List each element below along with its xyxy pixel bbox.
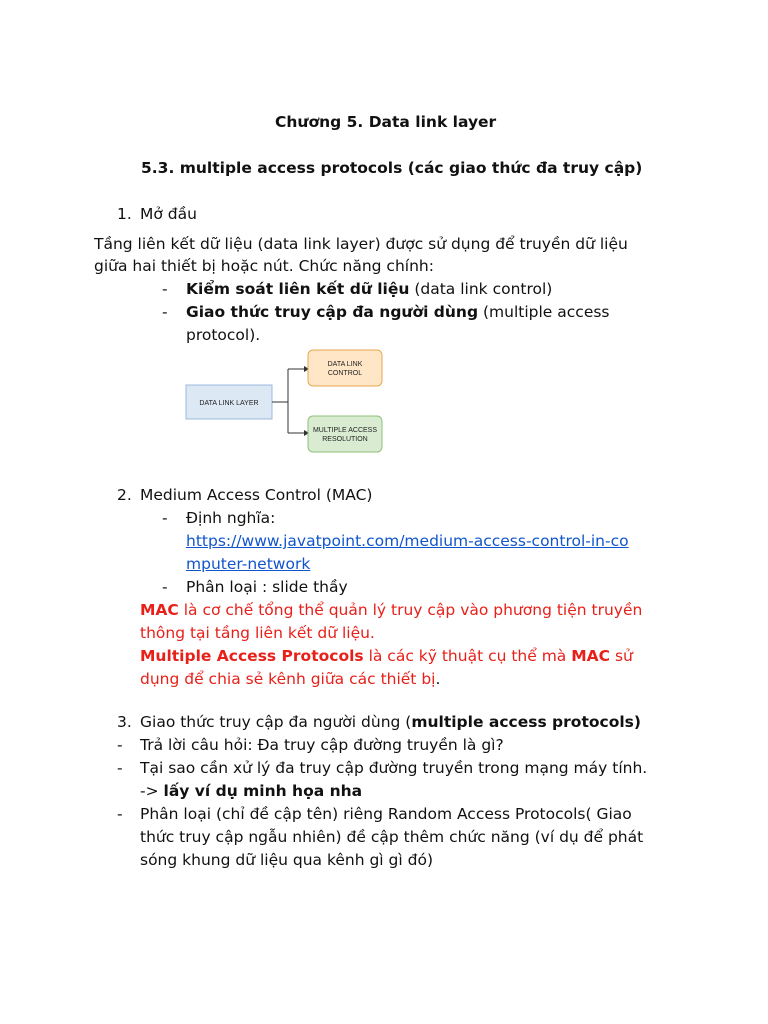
map-description-end: sử: [610, 647, 633, 665]
section-3-title-vi: Giao thức truy cập đa người dùng (: [140, 713, 412, 731]
list-number: 1.: [117, 205, 132, 223]
question-continuation: sóng khung dữ liệu qua kênh gì gì đó): [140, 851, 433, 869]
map-note-line-2: [140, 668, 440, 690]
section-1-heading: [117, 203, 197, 225]
list-number: 3.: [117, 713, 132, 731]
bullet-dash: -: [162, 280, 168, 298]
mac-note-line-1: [140, 599, 642, 621]
intro-paragraph-line-2: giữa hai thiết bị hoặc nút. Chức năng chính:: [94, 257, 434, 275]
diagram-top-label-2: CONTROL: [327, 370, 363, 377]
definition-label: Định nghĩa:: [186, 509, 276, 527]
diagram-bottom-label-1: MULTIPLE ACCESS: [312, 427, 378, 434]
mac-description: là cơ chế tổng thể quản lý truy cập vào phương tiện truyền: [178, 601, 643, 619]
bold-term: Kiểm soát liên kết dữ liệu: [186, 280, 410, 298]
map-term: Multiple Access Protocols: [140, 647, 364, 665]
classification-text: Phân loại : slide thầy: [186, 578, 348, 596]
diagram-top-box: [308, 350, 382, 386]
bullet-dash: -: [162, 578, 168, 596]
example-note-bold: lấy ví dụ minh họa nha: [163, 782, 363, 800]
bullet-dash: -: [162, 509, 168, 527]
question-item: [117, 803, 632, 825]
intro-paragraph-line-1: Tầng liên kết dữ liệu (data link layer) được sử dụng để truyền dữ liệu: [94, 235, 628, 253]
section-title: 5.3. multiple access protocols (các giao thức đa truy cập): [141, 159, 643, 177]
bullet-item: [162, 507, 276, 529]
question-text: Trả lời câu hỏi: Đa truy cập đường truyền là gì?: [140, 736, 504, 754]
diagram-top-label-1: DATA LINK: [327, 361, 363, 368]
bullet-dash: -: [117, 736, 123, 754]
bold-term: Giao thức truy cập đa người dùng: [186, 303, 479, 321]
chapter-title: Chương 5. Data link layer: [275, 113, 497, 131]
bullet-text: [186, 301, 610, 323]
diagram-bottom-label-2: RESOLUTION: [322, 436, 368, 443]
list-number: 2.: [117, 486, 132, 504]
section-3-heading: [117, 711, 641, 733]
question-item: [117, 757, 648, 779]
bullet-dash: -: [117, 805, 123, 823]
bullet-item: [162, 278, 553, 300]
bullet-continuation: protocol).: [186, 326, 261, 344]
javatpoint-link[interactable]: https://www.javatpoint.com/medium-access-control-in-co: [186, 532, 629, 550]
mac-term: MAC: [140, 601, 179, 619]
term-english: (data link control): [409, 280, 553, 298]
section-3-title: [140, 711, 641, 733]
example-note: [140, 780, 362, 802]
data-link-layer-diagram: [184, 345, 388, 457]
term-english: (multiple access: [478, 303, 610, 321]
question-item: [117, 734, 504, 756]
diagram-bottom-box: [308, 416, 382, 452]
question-text: Tại sao cần xử lý đa truy cập đường truyền trong mạng máy tính.: [140, 759, 648, 777]
question-text: Phân loại (chỉ đề cập tên) riêng Random Access Protocols( Giao: [140, 805, 632, 823]
bullet-text: [186, 278, 552, 300]
period: .: [435, 670, 441, 688]
section-2-title: Medium Access Control (MAC): [140, 486, 373, 504]
map-description-cont: dụng để chia sẻ kênh giữa các thiết bị: [140, 670, 436, 688]
section-3-title-en: multiple access protocols): [411, 713, 641, 731]
bullet-item: [162, 576, 348, 598]
diagram-root-label: DATA LINK LAYER: [199, 400, 259, 407]
arrow-prefix: ->: [140, 782, 164, 800]
question-continuation: thức truy cập ngẫu nhiên) đề cập thêm chức năng (ví dụ để phát: [140, 828, 644, 846]
map-description: là các kỹ thuật cụ thể mà: [363, 647, 572, 665]
bullet-item: [162, 301, 610, 323]
bullet-dash: -: [162, 303, 168, 321]
section-1-title: Mở đầu: [140, 205, 197, 223]
mac-term: MAC: [571, 647, 611, 665]
section-2-heading: [117, 484, 373, 506]
mac-note-line-2: thông tại tầng liên kết dữ liệu.: [140, 624, 375, 642]
bullet-dash: -: [117, 759, 123, 777]
map-note-line-1: [140, 645, 633, 667]
javatpoint-link-continued[interactable]: mputer-network: [186, 555, 311, 573]
